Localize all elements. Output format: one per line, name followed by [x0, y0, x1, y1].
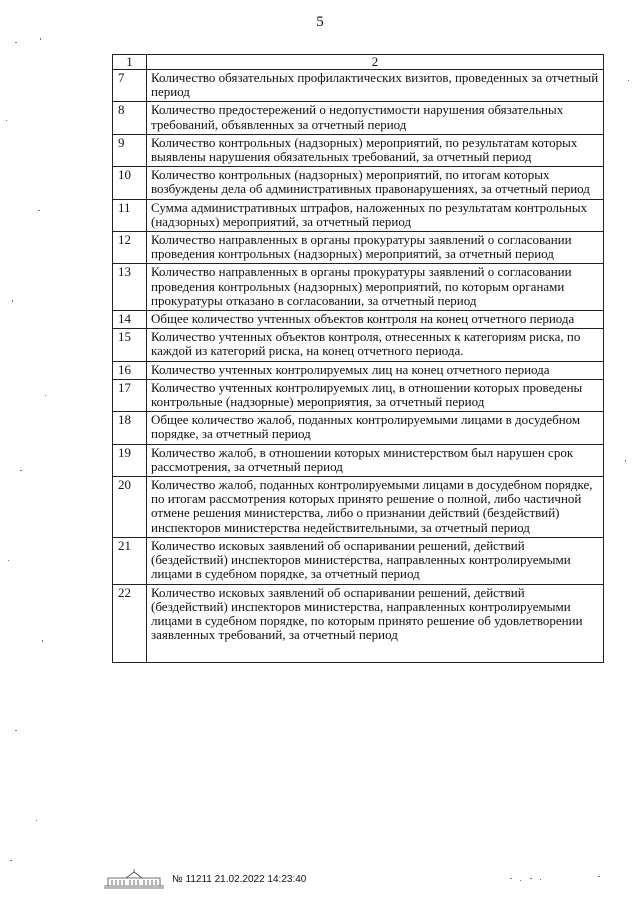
row-number: 14	[113, 311, 147, 329]
row-number: 21	[113, 537, 147, 584]
row-text: Количество исковых заявлений об оспаривании решений, действий (бездействий) инспекторов министерства, направленных контролируемыми лицами в судебном порядке, по которым принято решение об удовлетворении заявленных требований, за отчетный период	[147, 584, 604, 663]
row-number: 15	[113, 329, 147, 361]
table-row	[113, 134, 604, 166]
row-number: 19	[113, 444, 147, 476]
row-number: 13	[113, 264, 147, 311]
row-number: 9	[113, 134, 147, 166]
row-text: Общее количество учтенных объектов контроля на конец отчетного периода	[147, 311, 604, 329]
table-header-row	[113, 55, 604, 70]
row-text: Количество исковых заявлений об оспаривании решений, действий (бездействий) инспекторов министерства, направленных контролируемыми лицами в судебном порядке, за отчетный период	[147, 537, 604, 584]
table-row	[113, 102, 604, 134]
row-number: 22	[113, 584, 147, 663]
column-header-number: 1	[113, 55, 147, 70]
table-row	[113, 167, 604, 199]
table-row	[113, 584, 604, 663]
row-text: Количество контрольных (надзорных) мероприятий, по итогам которых возбуждены дела об административных правонарушениях, за отчетный период	[147, 167, 604, 199]
row-text: Количество направленных в органы прокуратуры заявлений о согласовании проведения контрольных (надзорных) мероприятий, за отчетный период	[147, 232, 604, 264]
row-text: Количество направленных в органы прокуратуры заявлений о согласовании проведения контрольных (надзорных) мероприятий, по которым органами прокуратуры отказано в согласовании, за отчетный период	[147, 264, 604, 311]
table-row	[113, 232, 604, 264]
table-row	[113, 70, 604, 102]
row-text: Количество учтенных контролируемых лиц на конец отчетного периода	[147, 361, 604, 379]
row-number: 10	[113, 167, 147, 199]
row-number: 20	[113, 477, 147, 538]
row-text: Количество обязательных профилактических визитов, проведенных за отчетный период	[147, 70, 604, 102]
table-row	[113, 412, 604, 444]
indicators-table	[112, 54, 604, 663]
table-row	[113, 379, 604, 411]
table-row	[113, 361, 604, 379]
row-number: 12	[113, 232, 147, 264]
row-number: 11	[113, 199, 147, 231]
table-row	[113, 329, 604, 361]
row-text: Общее количество жалоб, поданных контролируемыми лицами в досудебном порядке, за отчетный период	[147, 412, 604, 444]
row-text: Количество учтенных контролируемых лиц, в отношении которых проведены контрольные (надзорные) мероприятия, за отчетный период	[147, 379, 604, 411]
row-number: 18	[113, 412, 147, 444]
row-text: Количество жалоб, в отношении которых министерством был нарушен срок рассмотрения, за отчетный период	[147, 444, 604, 476]
row-text: Количество жалоб, поданных контролируемыми лицами в досудебном порядке, по итогам рассмотрения которых принято решение о полной, либо частичной отмене решения министерства, либо о признании действий (бездействий) инспекторов министерства недействительными, за отчетный период	[147, 477, 604, 538]
row-text: Сумма административных штрафов, наложенных по результатам контрольных (надзорных) мероприятий, за отчетный период	[147, 199, 604, 231]
row-text: Количество предостережений о недопустимости нарушения обязательных требований, объявленных за отчетный период	[147, 102, 604, 134]
row-number: 17	[113, 379, 147, 411]
row-text: Количество контрольных (надзорных) мероприятий, по результатам которых выявлены нарушения обязательных требований, за отчетный период	[147, 134, 604, 166]
building-logo-icon	[100, 868, 168, 890]
table-row	[113, 477, 604, 538]
table-row	[113, 199, 604, 231]
page-number: 5	[316, 14, 324, 30]
row-number: 7	[113, 70, 147, 102]
row-number: 8	[113, 102, 147, 134]
row-text: Количество учтенных объектов контроля, отнесенных к категориям риска, по каждой из категорий риска, на конец отчетного периода.	[147, 329, 604, 361]
row-number: 16	[113, 361, 147, 379]
table-row	[113, 264, 604, 311]
table-row	[113, 537, 604, 584]
column-header-description: 2	[147, 55, 604, 70]
table-row	[113, 444, 604, 476]
registration-stamp: № 11211 21.02.2022 14:23:40	[172, 874, 307, 885]
table-row	[113, 311, 604, 329]
